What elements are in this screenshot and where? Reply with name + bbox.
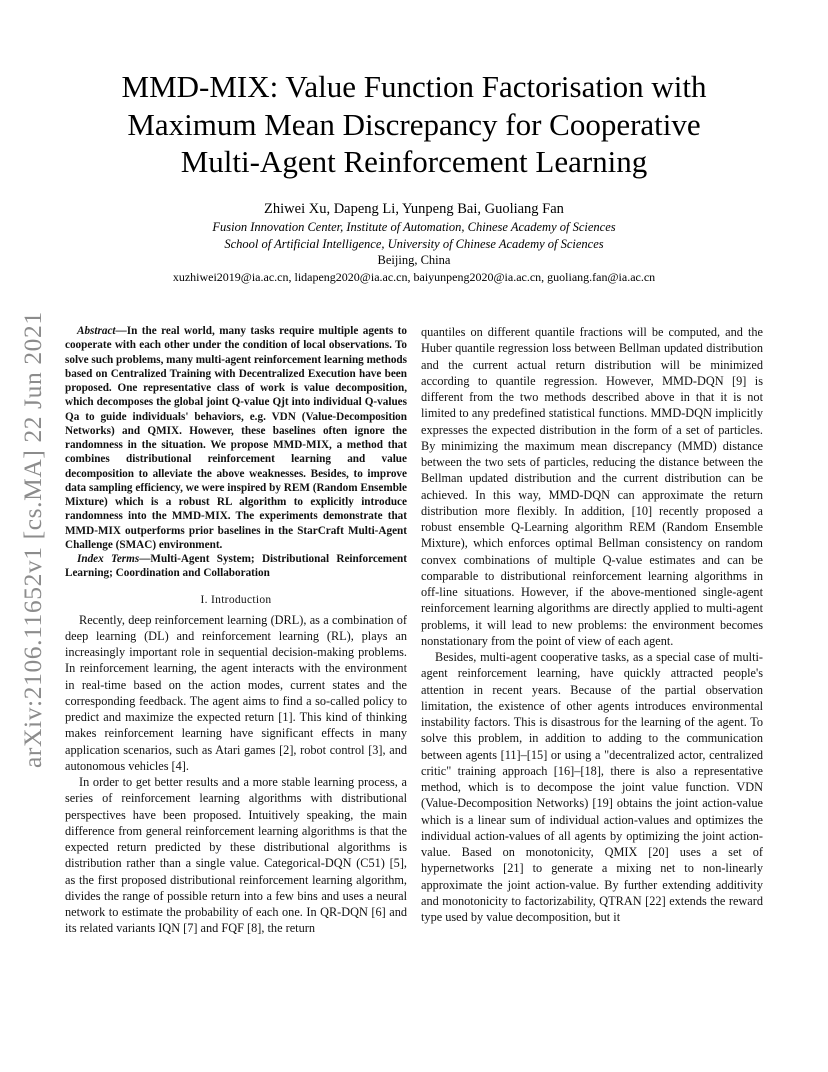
right-paragraph-1: quantiles on different quantile fractions will be computed, and the Huber quantile regression loss between Bellman updated distribution and the current actual return distribution will be minimized according to quantile regression. However, MMD-DQN [9] is different from the two methods described above in that it is not limited to any predefined statistical functions. MMD-DQN implicitly expresses the expected distribution in the form of a set of particles. By minimizing the maximum mean discrepancy (MMD) distance between the two sets of particles, reducing the distance between the Bellman updated distribution and the current distribution can be achieved. In this way, MMD-DQN can approximate the return distribution more flexibly. In addition, [10] recently proposed a robust ensemble Q-Learning algorithm REM (Random Ensemble Mixture), which enforces optimal Bellman consistency on random convex combinations of multiple Q-value estimates and can be comparable to distributional reinforcement learning algorithms in off-line situations. However, if the above-mentioned single-agent reinforcement learning algorithms are directly applied to multi-agent problems, it will lead to new problems: the environment becomes nonstationary from the point of view of each agent. xyxy=(421,325,763,648)
right-paragraph-2: Besides, multi-agent cooperative tasks, as a special case of multi-agent reinforcement learning, have quickly attracted people's attention in recent years. Because of the partial observation limitation, the existence of other agents introduces environmental instability factors. This is disastrous for the learning of the agent. To solve this problem, in addition to adding to the communication between agents [11]–[15] or using a "decentralized actor, centralized critic" training approach [16]–[18], there is also a representative method, which is to decompose the joint value function. VDN (Value-Decomposition Networks) [19] obtains the joint action-value which is a linear sum of individual action-values and optimizes the individual action-values of all agents by optimizing the joint action-value. Based on monotonicity, QMIX [20] uses a set of hypernetworks [21] to generate a mixing net to non-linearly approximate the joint action-value. By further extending additivity and monotonicity to factorizability, QTRAN [22] extends the reward type used by value decomposition, but it xyxy=(421,650,763,924)
right-column xyxy=(421,324,763,925)
author-emails: xuzhiwei2019@ia.ac.cn, lidapeng2020@ia.ac.cn, baiyunpeng2020@ia.ac.cn, guoliang.fan@ia.ac.cn xyxy=(172,269,656,284)
title-line-3: Multi-Agent Reinforcement Learning xyxy=(180,144,648,179)
section-heading-introduction: I. Introduction xyxy=(200,593,272,606)
intro-paragraph-2: In order to get better results and a more stable learning process, a series of reinforcement learning algorithms with distributional perspectives have been proposed. Intuitively speaking, the main difference from general reinforcement learning algorithms is that the expected return predicted by these distributional algorithms is distribution rather than a single value. Categorical-DQN (C51) [5], as the first proposed distributional reinforcement learning algorithm, divides the range of possible return into a few bins and uses a neural network to estimate the probability of each one. In QR-DQN [6] and its related variants IQN [7] and FQF [8], the return xyxy=(65,775,407,936)
paper-title xyxy=(70,68,758,181)
author-location: Beijing, China xyxy=(377,253,451,267)
intro-paragraph-1: Recently, deep reinforcement learning (DRL), as a combination of deep learning (DL) and reinforcement learning (RL), plays an increasingly important role in sequential decision-making problems. In reinforcement learning, the agent interacts with the environment in real-time based on the action modes, current states and the corresponding feedback. The agent aims to find a so-called policy to predict and maximize the expected return [1]. This kind of thinking makes reinforcement learning have significant effects in many application scenarios, such as Atari games [2], robot control [3], and autonomous vehicles [4]. xyxy=(65,612,407,773)
abstract-text: —In the real world, many tasks require multiple agents to cooperate with each other under the condition of local observations. To solve such problems, many multi-agent reinforcement learning methods based on Centralized Training with Decentralized Execution have been proposed. One representative class of work is value decomposition, which decomposes the global joint Q-value Qjt into individual Q-values Qa to guide individuals' behaviors, e.g. VDN (Value-Decomposition Networks) and QMIX. However, these baselines often ignore the randomness in the situation. We propose MMD-MIX, a method that combines distributional reinforcement learning and value decomposition to alleviate the above weaknesses. Besides, to improve data sampling efficiency, we were inspired by REM (Random Ensemble Mixture) which is a robust RL algorithm to explicitly introduce randomness into the MMD-MIX. The experiments demonstrate that MMD-MIX outperforms prior baselines in the StarCraft Multi-Agent Challenge (SMAC) environment. xyxy=(65,325,407,551)
arxiv-identifier: arXiv:2106.11652v1 [cs.MA] 22 Jun 2021 xyxy=(18,311,47,768)
author-block xyxy=(70,199,758,285)
index-terms xyxy=(65,552,407,581)
left-column xyxy=(65,324,407,937)
index-terms-text: —Multi-Agent System; Distributional Reinforcement Learning; Coordination and Collaboration xyxy=(65,553,407,580)
affiliation-2: School of Artificial Intelligence, University of Chinese Academy of Sciences xyxy=(224,236,604,251)
abstract-label: Abstract xyxy=(77,325,116,337)
affiliation-1: Fusion Innovation Center, Institute of Automation, Chinese Academy of Sciences xyxy=(212,220,616,234)
title-line-2: Maximum Mean Discrepancy for Cooperative xyxy=(127,106,701,142)
abstract xyxy=(65,324,407,552)
index-terms-label: Index Terms xyxy=(77,553,140,565)
title-line-1: MMD-MIX: Value Function Factorisation with xyxy=(121,69,707,104)
author-names: Zhiwei Xu, Dapeng Li, Yunpeng Bai, Guoliang Fan xyxy=(264,201,564,217)
